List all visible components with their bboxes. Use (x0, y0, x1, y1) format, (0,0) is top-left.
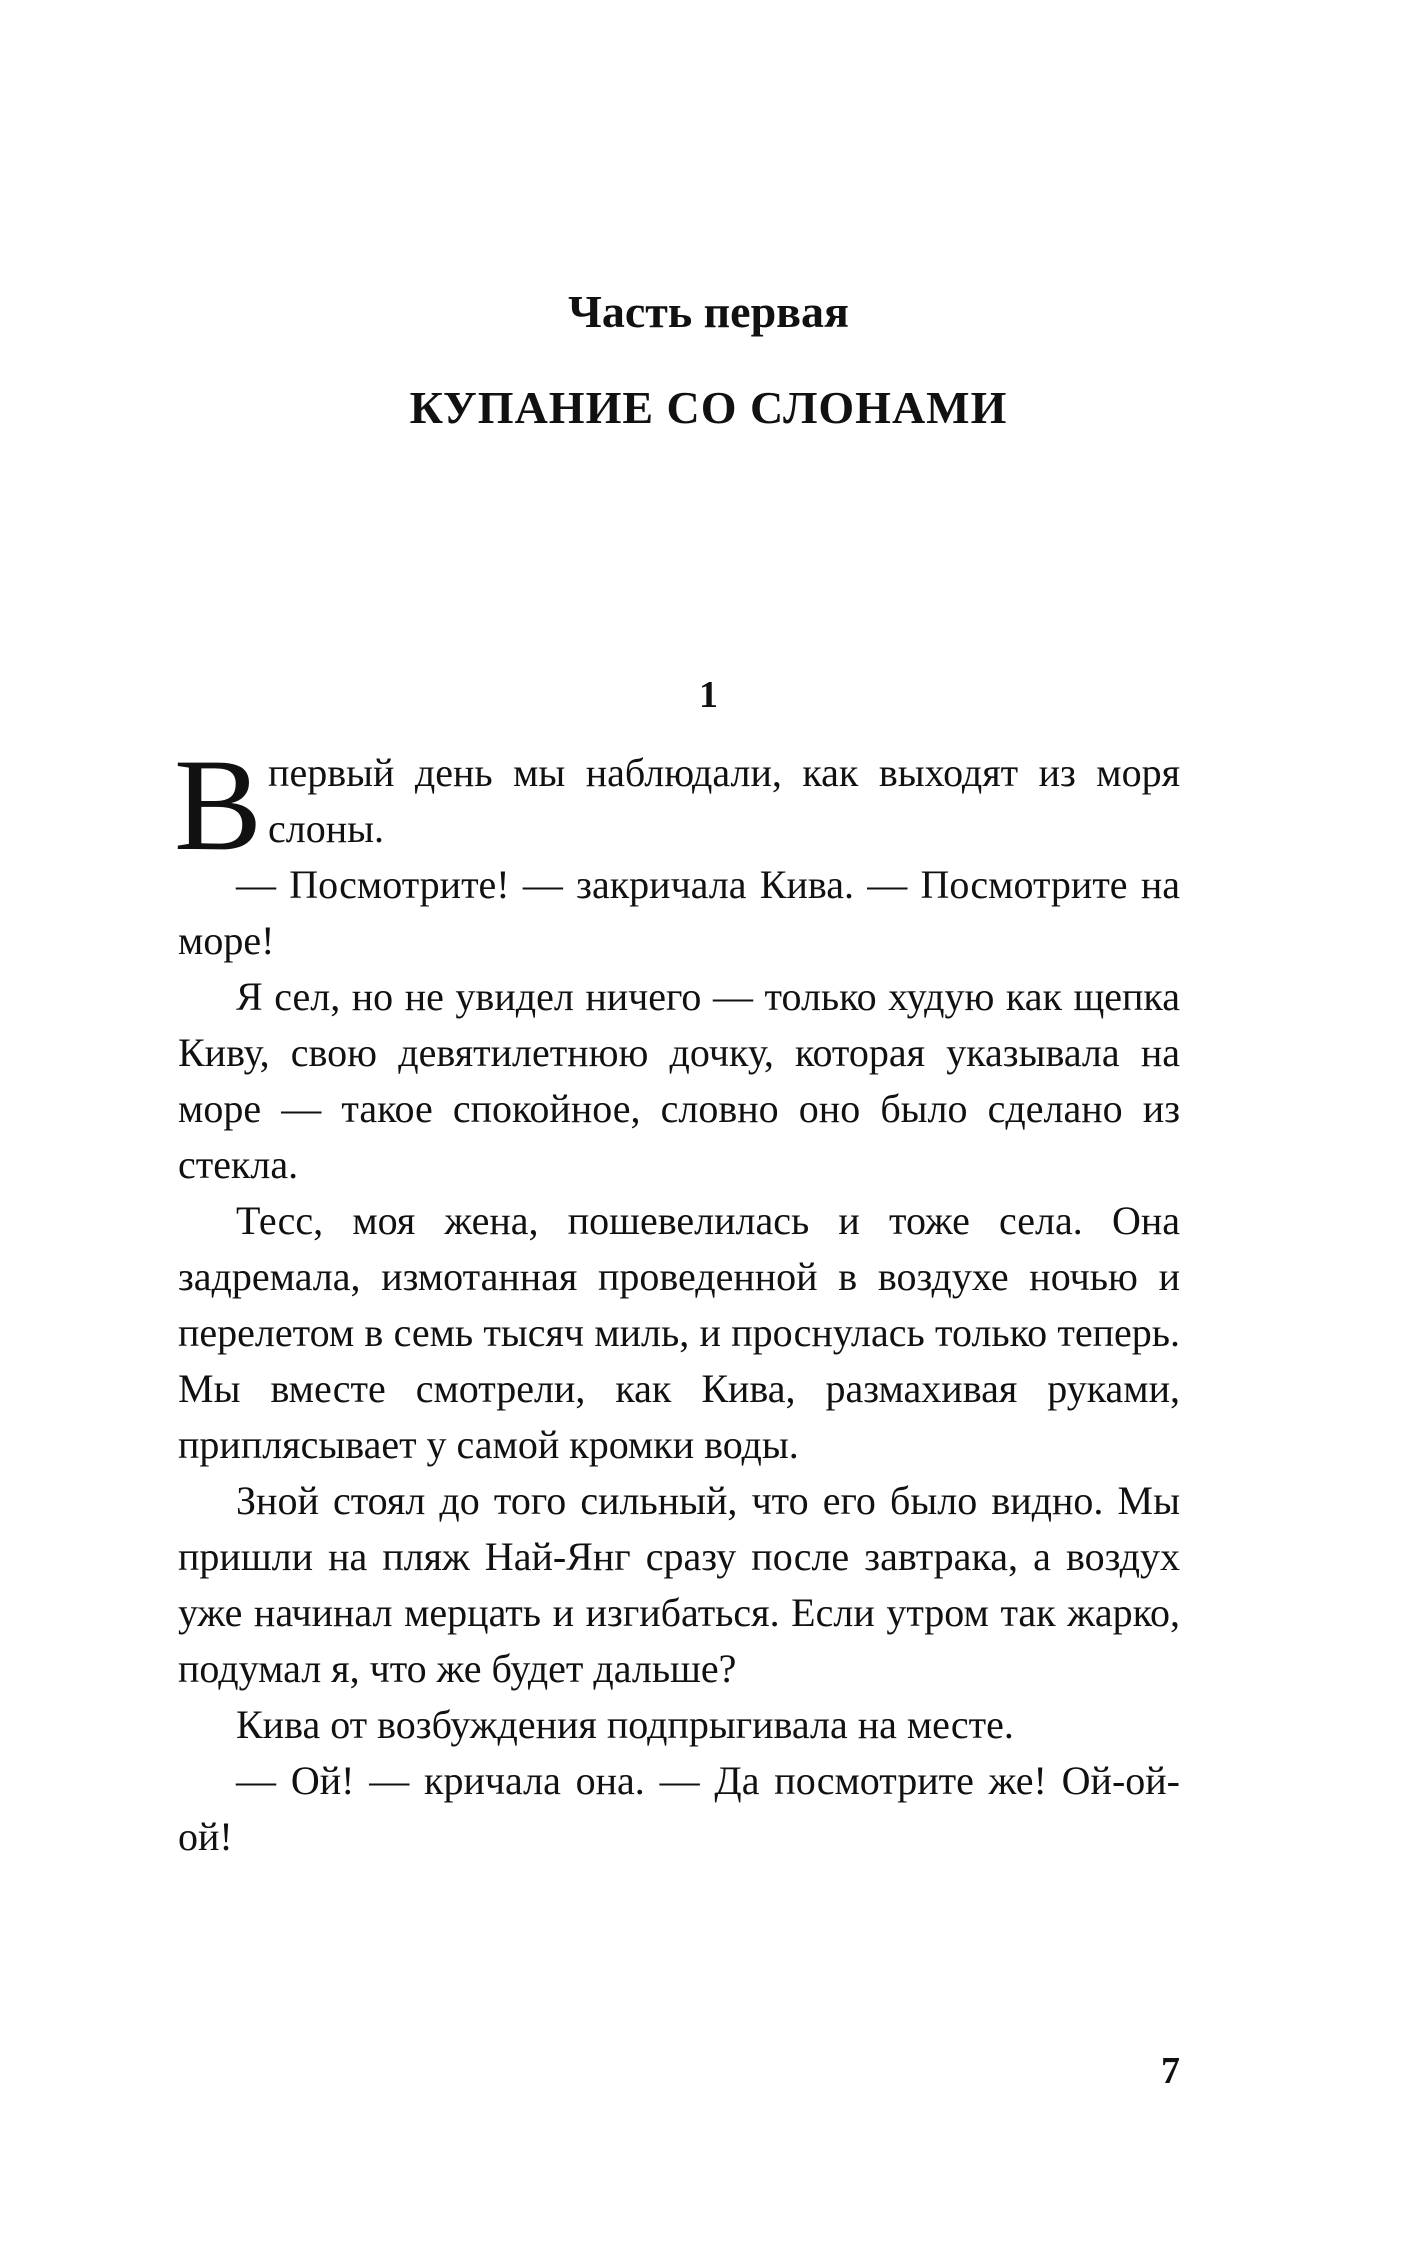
paragraph-6: Кива от возбуждения подпрыгивала на месте. (236, 1702, 1014, 1747)
chapter-body (174, 731, 1180, 1865)
drop-cap: В (174, 731, 263, 878)
paragraph-4: Тесс, моя жена, пошевелилась и тоже села. Она задремала, измотанная проведенной в воздухе ночью и перелетом в семь тысяч миль, и проснулась только теперь. Мы вместе смотрели, как Кива, размахивая руками, приплясывает у самой кромки воды. (178, 1198, 1180, 1467)
page-number: 7 (1161, 2050, 1180, 2092)
paragraph-1 (174, 731, 1180, 878)
part-label: Часть первая (568, 286, 849, 337)
paragraph-7: — Ой! — кричала она. — Да посмотрите же! Ой-ой-ой! (178, 1758, 1180, 1859)
paragraph-1-text: первый день мы наблюдали, как выходят из моря слоны. (268, 750, 1180, 851)
part-title: КУПАНИЕ СО СЛОНАМИ (409, 382, 1008, 433)
paragraph-5: Зной стоял до того сильный, что его было видно. Мы пришли на пляж Най-Янг сразу после завтрака, а воздух уже начинал мерцать и изгибаться. Если утром так жарко, подумал я, что же будет дальше? (178, 1478, 1180, 1691)
chapter-number: 1 (699, 674, 718, 716)
paragraph-3: Я сел, но не увидел ничего — только худую как щепка Киву, свою девятилетнюю дочку, которая указывала на море — такое спокойное, словно оно было сделано из стекла. (178, 974, 1180, 1187)
paragraph-2: — Посмотрите! — закричала Кива. — Посмотрите на море! (178, 862, 1180, 963)
